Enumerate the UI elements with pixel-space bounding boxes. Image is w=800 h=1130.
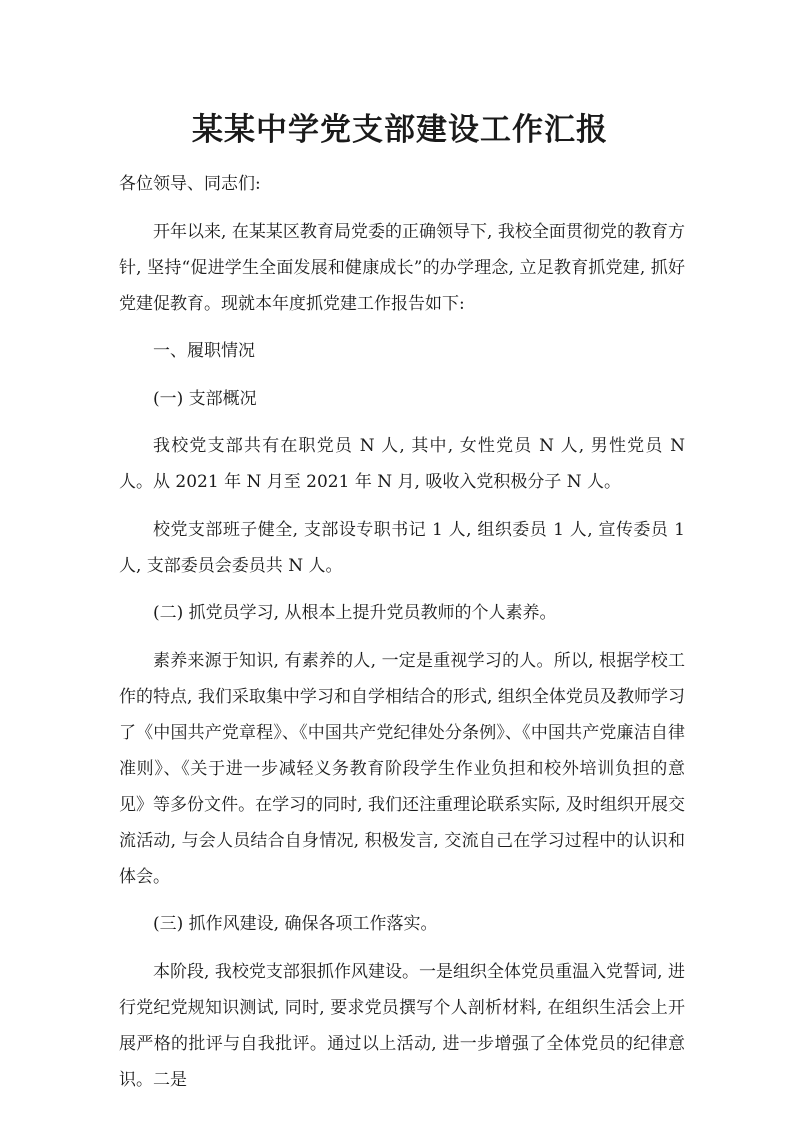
subsection-heading-overview: (一) 支部概况 (153, 388, 257, 409)
section-heading-performance: 一、履职情况 (153, 341, 255, 361)
document-title: 某某中学党支部建设工作汇报 (192, 112, 608, 148)
intro-paragraph: 开年以来, 在某某区教育局党委的正确领导下, 我校全面贯彻党的教育方针, 坚持“促进学生全面发展和健康成长”的办学理念, 立足教育抓党建, 抓好党建促教育。现就本年度抓党建工作报告如下: (119, 221, 685, 314)
subsection-heading-conduct: (三) 抓作风建设, 确保各项工作落实。 (153, 914, 438, 934)
salutation: 各位领导、同志们: (119, 174, 261, 194)
document-body (119, 166, 685, 1109)
conduct-paragraph: 本阶段, 我校党支部狠抓作风建设。一是组织全体党员重温入党誓词, 进行党纪党规知识测试, 同时, 要求党员撰写个人剖析材料, 在组织生活会上开展严格的批评与自我批评。通过以上活动, 进一步增强了全体党员的纪律意识。二是 (119, 961, 685, 1090)
subsection-heading-study: (二) 抓党员学习, 从根本上提升党员教师的个人素养。 (153, 603, 557, 623)
study-paragraph: 素养来源于知识, 有素养的人, 一定是重视学习的人。所以, 根据学校工作的特点, 我们采取集中学习和自学相结合的形式, 组织全体党员及教师学习了《中国共产党章程》、《中国共产党纪律处分条例》、《中国共产党廉洁自律准则》、《关于进一步减轻义务教育阶段学生作业负担和校外培训负担的意见》等多份文件。在学习的同时, 我们还注重理论联系实际, 及时组织开展交流活动, 与会人员结合自身情况, 积极发言, 交流自己在学习过程中的认识和体会。 (119, 650, 685, 887)
overview-paragraph-members: 我校党支部共有在职党员 N 人, 其中, 女性党员 N 人, 男性党员 N 人。从 2021 年 N 月至 2021 年 N 月, 吸收入党积极分子 N 人。 (119, 436, 685, 492)
overview-paragraph-committee: 校党支部班子健全, 支部设专职书记 1 人, 组织委员 1 人, 宣传委员 1 人, 支部委员会委员共 N 人。 (119, 519, 685, 576)
